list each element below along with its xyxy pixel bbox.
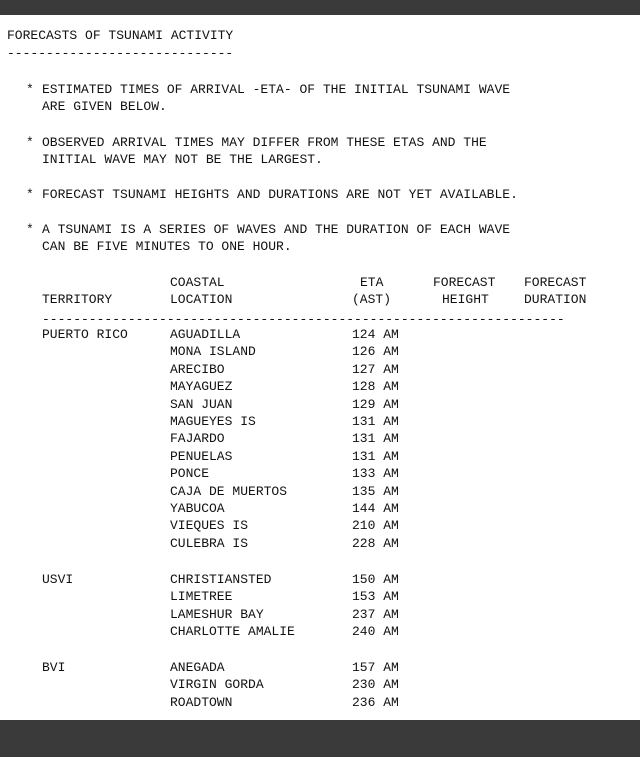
header-height: HEIGHT bbox=[442, 292, 489, 307]
eta-cell: 230 AM bbox=[352, 677, 399, 693]
location-cell: CAJA DE MUERTOS bbox=[170, 483, 288, 499]
location-cell: FAJARDO bbox=[170, 431, 225, 447]
window-frame-top bbox=[0, 0, 640, 15]
location-cell: LAMESHUR BAY bbox=[170, 606, 264, 622]
eta-cell: 228 AM bbox=[352, 535, 399, 551]
eta-cell: 240 AM bbox=[352, 624, 399, 640]
location-cell: MAGUEYES IS bbox=[170, 414, 256, 429]
bullet-line: FORECAST TSUNAMI HEIGHTS AND DURATIONS ARE NOT YET AVAILABLE. bbox=[42, 187, 518, 202]
location-cell: VIRGIN GORDA bbox=[170, 677, 264, 693]
location-cell: CHARLOTTE AMALIE bbox=[170, 624, 295, 640]
eta-cell: 129 AM bbox=[352, 396, 399, 412]
location-cell: CULEBRA IS bbox=[170, 535, 249, 551]
header-duration: DURATION bbox=[524, 292, 587, 307]
header-eta: ETA bbox=[360, 275, 384, 290]
table-separator: ------------------------------------------------------------------- bbox=[42, 312, 565, 327]
location-cell: CHRISTIANSTED bbox=[170, 572, 272, 587]
bullet-marker: * bbox=[26, 135, 34, 150]
eta-cell: 153 AM bbox=[352, 589, 399, 605]
document-title: FORECASTS OF TSUNAMI ACTIVITY bbox=[7, 28, 234, 43]
header-location: LOCATION bbox=[170, 292, 233, 307]
location-cell: VIEQUES IS bbox=[170, 518, 249, 534]
bullet-line: ESTIMATED TIMES OF ARRIVAL -ETA- OF THE INITIAL TSUNAMI WAVE bbox=[42, 82, 511, 97]
eta-cell: 127 AM bbox=[352, 361, 399, 377]
location-cell: ANEGADA bbox=[170, 660, 225, 675]
eta-cell: 237 AM bbox=[352, 606, 399, 622]
eta-cell: 131 AM bbox=[352, 431, 399, 447]
location-cell: ARECIBO bbox=[170, 361, 225, 377]
eta-cell: 236 AM bbox=[352, 694, 399, 710]
bullet-line: INITIAL WAVE MAY NOT BE THE LARGEST. bbox=[42, 152, 323, 168]
eta-cell: 128 AM bbox=[352, 379, 399, 395]
bullet-marker: * bbox=[26, 222, 34, 237]
bullet-marker: * bbox=[26, 82, 34, 97]
location-cell: MONA ISLAND bbox=[170, 344, 256, 360]
eta-cell: 133 AM bbox=[352, 466, 399, 482]
eta-cell: 157 AM bbox=[352, 660, 399, 675]
eta-cell: 131 AM bbox=[352, 448, 399, 464]
eta-cell: 131 AM bbox=[352, 414, 399, 429]
location-cell: LIMETREE bbox=[170, 589, 233, 605]
eta-cell: 126 AM bbox=[352, 344, 399, 360]
location-cell: YABUCOA bbox=[170, 501, 225, 516]
eta-cell: 210 AM bbox=[352, 518, 399, 534]
header-forecast-duration-top: FORECAST bbox=[524, 275, 587, 290]
eta-cell: 124 AM bbox=[352, 327, 399, 342]
location-cell: ROADTOWN bbox=[170, 694, 233, 710]
bulletin-page bbox=[0, 15, 640, 720]
location-cell: AGUADILLA bbox=[170, 327, 241, 342]
header-ast: (AST) bbox=[352, 292, 392, 307]
territory-cell: USVI bbox=[42, 572, 74, 587]
eta-cell: 150 AM bbox=[352, 572, 399, 587]
bullet-line: ARE GIVEN BELOW. bbox=[42, 99, 167, 115]
bullet-marker: * bbox=[26, 187, 34, 202]
header-coastal: COASTAL bbox=[170, 275, 225, 290]
location-cell: PENUELAS bbox=[170, 448, 233, 464]
bullet-line: CAN BE FIVE MINUTES TO ONE HOUR. bbox=[42, 239, 292, 255]
bullet-line: A TSUNAMI IS A SERIES OF WAVES AND THE DURATION OF EACH WAVE bbox=[42, 222, 511, 237]
location-cell: SAN JUAN bbox=[170, 396, 233, 412]
header-territory: TERRITORY bbox=[42, 292, 113, 307]
eta-cell: 135 AM bbox=[352, 483, 399, 499]
window-frame-bottom bbox=[0, 720, 640, 757]
location-cell: PONCE bbox=[170, 466, 210, 482]
location-cell: MAYAGUEZ bbox=[170, 379, 233, 395]
title-underline: ----------------------------- bbox=[7, 46, 234, 61]
territory-cell: PUERTO RICO bbox=[42, 327, 128, 342]
territory-cell: BVI bbox=[42, 660, 66, 675]
bullet-line: OBSERVED ARRIVAL TIMES MAY DIFFER FROM THESE ETAS AND THE bbox=[42, 135, 487, 150]
eta-cell: 144 AM bbox=[352, 501, 399, 516]
header-forecast-height-top: FORECAST bbox=[433, 275, 496, 290]
